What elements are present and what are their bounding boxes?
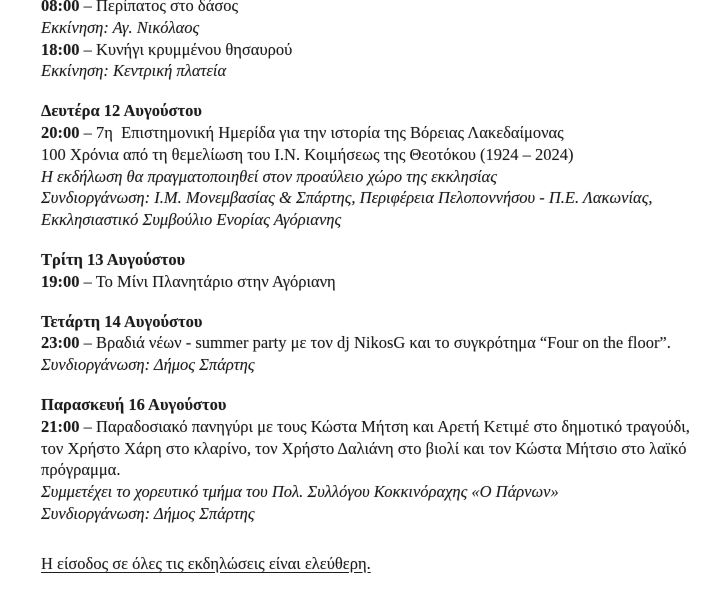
event-start-location: Εκκίνηση: Αγ. Νικόλαος [41, 17, 200, 37]
schedule-line [41, 0, 706, 17]
event-time: 18:00 [41, 39, 80, 59]
event-day-section [41, 311, 706, 376]
schedule-line [41, 332, 706, 354]
event-organizers: Συνδιοργάνωση: Ι.Μ. Μονεμβασίας & Σπάρτης, Περιφέρεια Πελοποννήσου - Π.Ε. Λακωνίας, [41, 188, 653, 208]
event-time: 19:00 [41, 271, 80, 291]
schedule-line [41, 122, 706, 144]
event-time: 23:00 [41, 333, 80, 353]
event-text-continuation: τον Χρήστο Χάρη στο κλαρίνο, τον Χρήστο Δαλιάνη στο βιολί και τον Κώστα Μήτσιο στο λαϊκό [41, 438, 687, 458]
event-text: – Το Μίνι Πλανητάριο στην Αγόριανη [79, 271, 336, 291]
day-heading: Τετάρτη 14 Αυγούστου [41, 311, 203, 331]
event-text: – 7η Επιστημονική Ημερίδα για την ιστορία της Βόρειας Λακεδαίμονας [79, 122, 564, 142]
event-day-section [41, 394, 706, 525]
day-heading: Τρίτη 13 Αυγούστου [41, 249, 186, 269]
event-text: – Βραδιά νέων - summer party με τον dj NikosG και το συγκρότημα “Four on the floor”. [79, 333, 671, 353]
event-text: – Κυνήγι κρυμμένου θησαυρού [79, 39, 293, 59]
free-entry-notice: Η είσοδος σε όλες τις εκδηλώσεις είναι ελεύθερη. [41, 553, 371, 573]
event-note: Η εκδήλωση θα πραγματοποιηθεί στον προαύλειο χώρο της εκκλησίας [41, 166, 497, 186]
day-heading: Παρασκευή 16 Αυγούστου [41, 394, 227, 414]
schedule-line [41, 416, 706, 438]
event-day-section [41, 249, 706, 293]
event-organizers: Συνδιοργάνωση: Δήμος Σπάρτης [41, 503, 255, 523]
event-text-continuation: πρόγραμμα. [41, 460, 121, 480]
event-subtitle: 100 Χρόνια από τη θεμελίωση του Ι.Ν. Κοιμήσεως της Θεοτόκου (1924 – 2024) [41, 144, 574, 164]
schedule-line [41, 39, 706, 61]
event-time: 08:00 [41, 0, 80, 15]
event-organizers: Εκκλησιαστικό Συμβούλιο Ενορίας Αγόριανης [41, 210, 342, 230]
event-organizers: Συνδιοργάνωση: Δήμος Σπάρτης [41, 355, 255, 375]
event-time: 20:00 [41, 122, 80, 142]
event-start-location: Εκκίνηση: Κεντρική πλατεία [41, 61, 227, 81]
event-time: 21:00 [41, 416, 80, 436]
event-note: Συμμετέχει το χορευτικό τμήμα του Πολ. Συλλόγου Κοκκινόραχης «Ο Πάρνων» [41, 482, 559, 502]
day-heading: Δευτέρα 12 Αυγούστου [41, 101, 202, 121]
event-day-section [41, 0, 706, 82]
schedule-line [41, 271, 706, 293]
document-page [41, 0, 706, 575]
event-text: – Περίπατος στο δάσος [79, 0, 239, 15]
event-text: – Παραδοσιακό πανηγύρι με τους Κώστα Μήτση και Αρετή Κετιμέ στο δημοτικό τραγούδι, [79, 416, 690, 436]
event-day-section [41, 100, 706, 231]
